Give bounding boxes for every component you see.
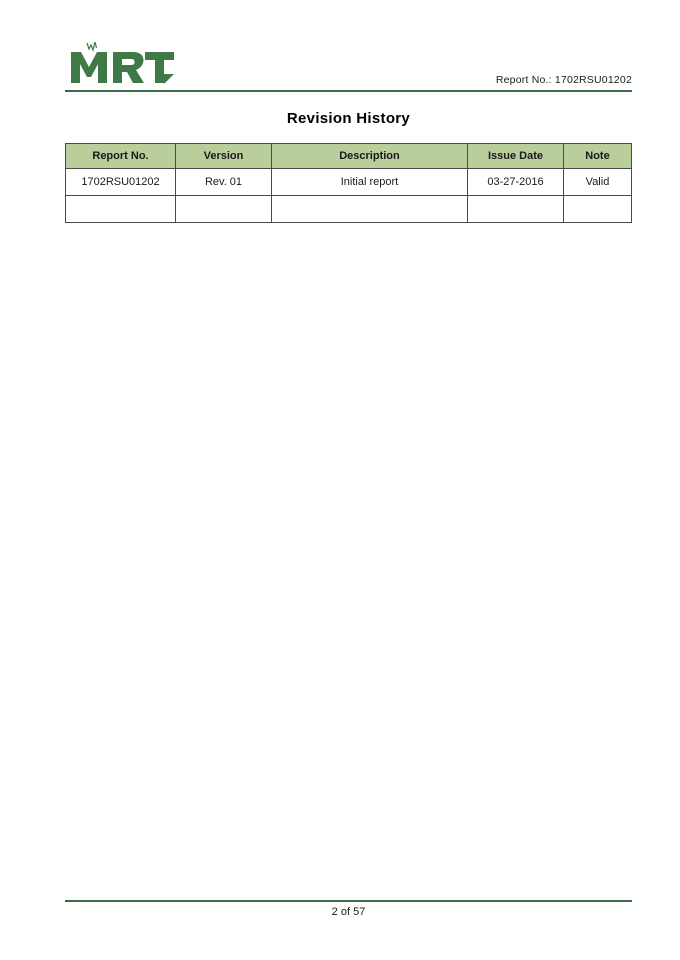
cell-note: [564, 196, 632, 223]
footer-divider: [65, 900, 632, 902]
table-row: [66, 196, 632, 223]
cell-report-no: 1702RSU01202: [66, 169, 176, 196]
cell-report-no: [66, 196, 176, 223]
mrt-logo-icon: [65, 42, 175, 86]
header-report-number: Report No.: 1702RSU01202: [495, 74, 632, 86]
column-header-report-no: Report No.: [66, 144, 176, 169]
cell-note: Valid: [564, 169, 632, 196]
page-content: [65, 40, 632, 930]
cell-issue-date: [468, 196, 564, 223]
column-header-description: Description: [272, 144, 468, 169]
column-header-version: Version: [176, 144, 272, 169]
header-divider: [65, 90, 632, 92]
cell-issue-date: 03-27-2016: [468, 169, 564, 196]
page-footer: [65, 900, 632, 918]
page-header: [65, 40, 632, 92]
cell-version: [176, 196, 272, 223]
cell-version: Rev. 01: [176, 169, 272, 196]
page-title: Revision History: [286, 110, 411, 127]
cell-description: [272, 196, 468, 223]
column-header-note: Note: [564, 144, 632, 169]
cell-description: Initial report: [272, 169, 468, 196]
table-row: [66, 169, 632, 196]
column-header-issue-date: Issue Date: [468, 144, 564, 169]
revision-history-table: [65, 143, 632, 223]
table-header-row: [66, 144, 632, 169]
page-number: 2 of 57: [331, 906, 366, 918]
